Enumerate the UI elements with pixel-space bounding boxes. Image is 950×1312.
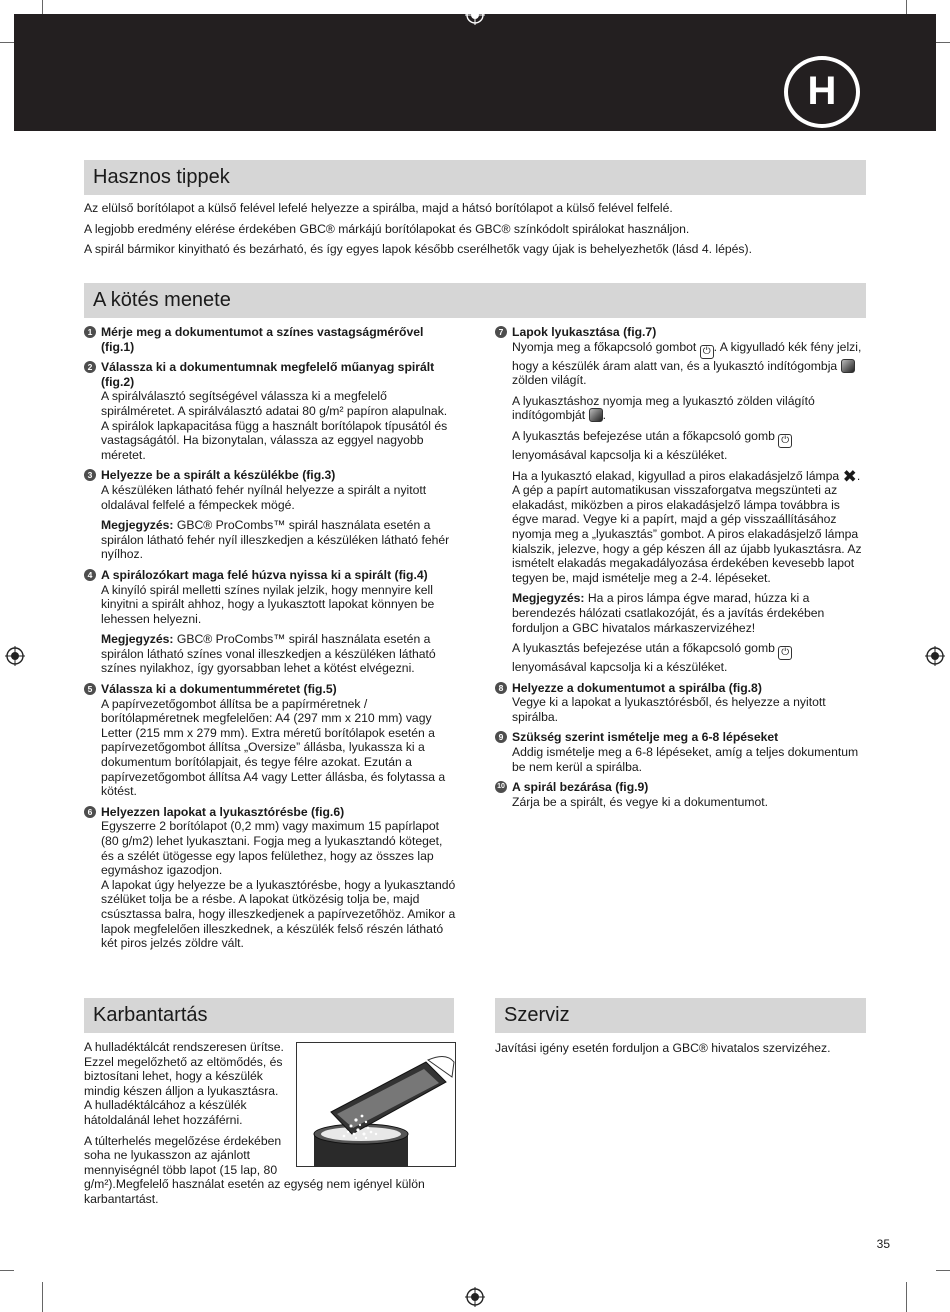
- crop-mark: [936, 1270, 950, 1271]
- registration-mark-icon: [5, 646, 25, 666]
- step-title: Szükség szerint ismételje meg a 6-8 lépéseket: [512, 730, 779, 745]
- step-title: Helyezze a dokumentumot a spirálba (fig.8): [512, 680, 762, 695]
- tips-text: [84, 198, 874, 260]
- step-4: [84, 568, 456, 676]
- step-number: 6: [84, 806, 96, 818]
- step-number: 10: [495, 781, 507, 793]
- step-text-part: . A gép a papírt automatikusan visszaforgatva megszünteti az elakadást, miközben a piros elakadásjelző lámpa továbbra is égve marad. Vegye ki a papírt, majd a gép visszaállításához nyomja meg a „lyukasztás” gombot. A piros elakadásjelző lámpa kialszik, jelezve, hogy a gép készen áll az újabb lyukasztásra. Az ismételt elakadás megakadályozása érdekében kevesebb lapot tegyen be, majd ismételje meg a 2-4. lépéseket.: [512, 468, 862, 585]
- step-number: 1: [84, 326, 96, 338]
- step-3: [84, 468, 456, 562]
- step-text-part: A lyukasztáshoz nyomja meg a lyukasztó zölden világító indítógombját: [512, 393, 815, 423]
- steps-right-column: [495, 325, 867, 815]
- step-text: [512, 429, 867, 463]
- binding-heading: A kötés menete: [84, 283, 866, 318]
- service-text: Javítási igény esetén forduljon a GBC® hivatalos szervizéhez.: [495, 1041, 831, 1055]
- step-title: Válassza ki a dokumentumméretet (fig.5): [101, 682, 337, 697]
- step-number: 8: [495, 682, 507, 694]
- step-number: 5: [84, 683, 96, 695]
- power-icon: ⏻: [700, 345, 714, 359]
- step-text: [512, 466, 867, 586]
- step-title: Válassza ki a dokumentumnak megfelelő műanyag spirált (fig.2): [101, 360, 435, 389]
- step-9: [495, 730, 867, 774]
- step-1: [84, 325, 456, 354]
- punch-start-button-icon: [589, 408, 603, 422]
- crop-mark: [906, 1282, 907, 1312]
- note-text: GBC® ProCombs™ spirál használata esetén a spirálon látható fehér nyíl illeszkedjen a készüléken látható fehér nyílhoz.: [101, 518, 450, 562]
- step-text-part: zölden világít.: [512, 373, 587, 388]
- step-text-part: . A kigyulladó kék fény jelzi, hogy a készülék áram alatt van, és a lyukasztó indítógombja: [512, 339, 862, 373]
- step-text-part: Nyomja meg a főkapcsoló gombot: [512, 339, 697, 354]
- step-text: A papírvezetőgombot állítsa be a papírméretnek / borítólapméretnek megfelelően: A4 (297 mm x 210 mm) vagy Letter (215 mm x 279 mm). Extra méretű borítólapok esetén a papírvezetőgombot állítsa „Oversize” állásba, lyukassza ki a dokumentum borítólapjait, és tegye félre azokat. Ezután a papírvezetőgombot állítsa A4 vagy Letter állásba, és folytassa a kötést.: [101, 696, 446, 799]
- maintenance-text: [84, 1040, 456, 1213]
- step-text: Vegye ki a lapokat a lyukasztórésből, és helyezze a nyitott spirálba.: [512, 695, 826, 724]
- step-text: [512, 641, 867, 675]
- step-text: Zárja be a spirált, és vegye ki a dokumentumot.: [512, 794, 769, 809]
- step-title: Lapok lyukasztása (fig.7): [512, 325, 657, 339]
- power-icon: ⏻: [778, 646, 792, 660]
- step-10: [495, 780, 867, 809]
- note-text: Ha a piros lámpa égve marad, húzza ki a berendezés hálózati csatlakozóját, és a javítás érdekében forduljon a GBC hivatalos márkaszervizéhez!: [512, 591, 825, 635]
- step-text: A kinyíló spirál melletti színes nyilak jelzik, hogy mennyire kell kinyitni a spirált ahhoz, hogy a lyukasztott lapokat könnyen be lehessen helyezni.: [101, 582, 435, 626]
- step-text-part: lenyomásával kapcsolja ki a készüléket.: [512, 660, 728, 675]
- step-note: [101, 518, 456, 562]
- step-note: [101, 632, 456, 676]
- step-text: [512, 340, 867, 388]
- step-title: A spirálozókart maga felé húzva nyissa ki a spirált (fig.4): [101, 567, 428, 582]
- step-number: 3: [84, 469, 96, 481]
- step-number: 9: [495, 731, 507, 743]
- power-icon: ⏻: [778, 434, 792, 448]
- step-text-part: lenyomásával kapcsolja ki a készüléket.: [512, 447, 728, 462]
- step-text: A lapokat úgy helyezze be a lyukasztórésbe, hogy a lyukasztandó szélüket tolja be a résbe. A lapokat ütközésig tolja be, majd csúsztassa balra, hogy illeszkedjenek a papírvezetőhöz. Amikor a lapok megfelelően illeszkednek, a készülék felső részén látható két piros jelzés zöldre vált.: [101, 877, 456, 951]
- step-text-part: Ha a lyukasztó elakad, kigyullad a piros elakadásjelző lámpa: [512, 468, 840, 483]
- note-label: Megjegyzés:: [101, 632, 174, 647]
- step-8: [495, 681, 867, 725]
- step-text-part: A lyukasztás befejezése után a főkapcsoló gomb: [512, 641, 775, 656]
- tips-line: A spirál bármikor kinyitható és bezárható, és így egyes lapok később cserélhetők vagy újak is behelyezhetők (lásd 4. lépés).: [84, 242, 752, 256]
- step-text: A spirálválasztó segítségével válassza ki a megfelelő spirálméretet. A spirálválasztó adatai 80 g/m² papíron alapulnak. A spirálok lapkapacitása függ a használt borítólapok típusától és vastagságától. Ha bizonytalan, válassza az eggyel nagyobb méretet.: [101, 389, 448, 462]
- step-note: [512, 591, 867, 635]
- crop-mark: [936, 42, 950, 43]
- step-title: Helyezze be a spirált a készülékbe (fig.3): [101, 468, 336, 483]
- registration-mark-icon: [465, 1287, 485, 1307]
- step-6: [84, 805, 456, 951]
- step-number: 7: [495, 326, 507, 338]
- waste-tray-illustration: [296, 1042, 456, 1167]
- note-text: GBC® ProCombs™ spirál használata esetén a spirálon látható színes vonal illeszkedjen a készüléken látható színes nyilakhoz, így gyorsabban lehet a kötést elvégezni.: [101, 632, 436, 676]
- page-number: 35: [876, 1237, 890, 1251]
- note-label: Megjegyzés:: [101, 518, 174, 533]
- maintenance-heading: Karbantartás: [84, 998, 454, 1033]
- step-title: Helyezzen lapokat a lyukasztórésbe (fig.6): [101, 804, 345, 819]
- punch-start-button-icon: [841, 359, 855, 373]
- step-7: [495, 325, 867, 675]
- step-text-part: A lyukasztás befejezése után a főkapcsoló gomb: [512, 428, 775, 443]
- tips-heading: Hasznos tippek: [84, 160, 866, 195]
- registration-mark-icon: [925, 646, 945, 666]
- tips-line: Az elülső borítólapot a külső felével lefelé helyezze a spirálba, majd a hátsó borítólapot a külső felével felfelé.: [84, 201, 673, 215]
- registration-mark-icon: [465, 5, 485, 25]
- maintenance-paragraph: A túlterhelés megelőzése érdekében soha ne lyukasszon az ajánlott mennyiségnél több lapot (15 lap, 80 g/m²).Megfelelő használat esetén az egység nem igényel külön karbantartást.: [84, 1133, 425, 1206]
- step-number: 4: [84, 569, 96, 581]
- service-heading: Szerviz: [495, 998, 866, 1033]
- maintenance-paragraph: A hulladéktálcát rendszeresen ürítse. Ezzel megelőzhető az eltömődés, és biztosítani lehet, hogy a készülék mindig készen álljon a lyukasztásra. A hulladéktálcához a készülék hátoldalánál lehet hozzáférni.: [84, 1040, 284, 1127]
- step-text-part: .: [602, 408, 606, 423]
- step-text: Addig ismételje meg a 6-8 lépéseket, amíg a teljes dokumentum be nem kerül a spirálba.: [512, 745, 859, 774]
- steps-left-column: [84, 325, 456, 957]
- crop-mark: [42, 1282, 43, 1312]
- step-2: [84, 360, 456, 462]
- step-text: A készüléken látható fehér nyílnál helyezze a spirált a nyitott oldalával felfelé a fémpeckek mögé.: [101, 482, 427, 512]
- crop-mark: [0, 42, 14, 43]
- step-5: [84, 682, 456, 799]
- language-badge: H: [784, 56, 860, 128]
- step-text: Egyszerre 2 borítólapot (0,2 mm) vagy maximum 15 papírlapot (80 g/m2) lehet lyukasztani. Fogja meg a lyukasztandó köteget, és a szélét ütögesse egy lapos felülethez, hogy az összes lap egymáshoz igazodjon.: [101, 819, 443, 878]
- tips-line: A legjobb eredmény elérése érdekében GBC® márkájú borítólapokat és GBC® színkódolt spirálokat használjon.: [84, 221, 690, 236]
- crop-mark: [0, 1270, 14, 1271]
- step-number: 2: [84, 361, 96, 373]
- step-title: A spirál bezárása (fig.9): [512, 780, 649, 795]
- step-text: [512, 394, 867, 423]
- note-label: Megjegyzés:: [512, 591, 585, 606]
- step-title: Mérje meg a dokumentumot a színes vastagságmérővel (fig.1): [101, 325, 424, 354]
- jam-x-icon: ✖: [842, 466, 857, 486]
